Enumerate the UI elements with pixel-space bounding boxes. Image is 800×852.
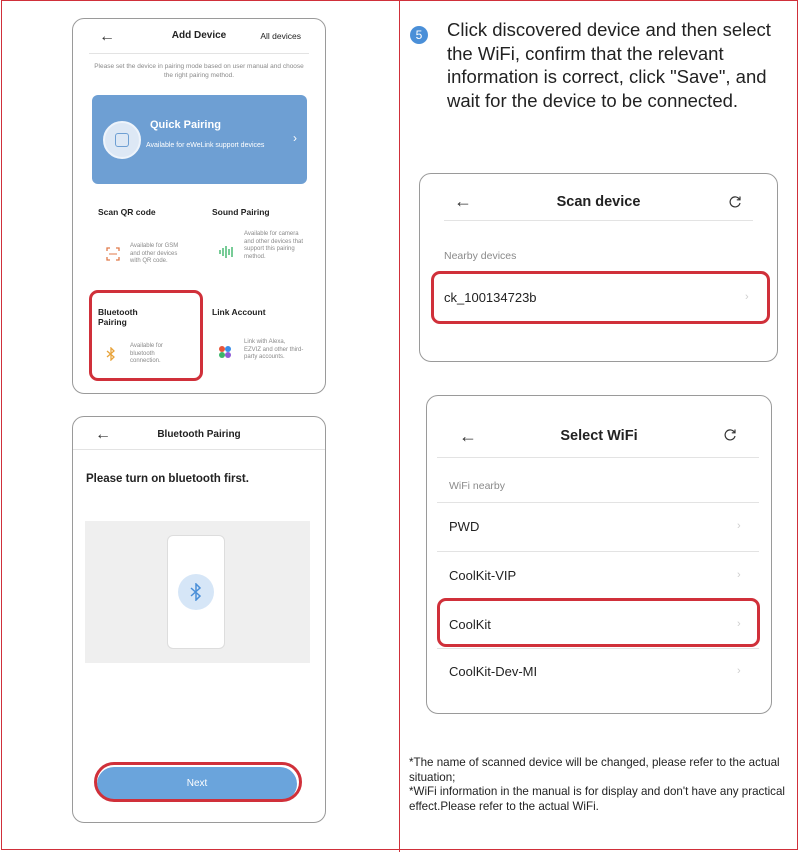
link-account-tile[interactable] xyxy=(206,297,310,387)
header-divider xyxy=(73,449,325,450)
column-divider xyxy=(399,0,400,852)
tile-title: Link Account xyxy=(212,307,266,317)
tile-title: Scan QR code xyxy=(98,207,156,217)
page-title: Select WiFi xyxy=(560,428,638,444)
bluetooth-message: Please turn on bluetooth first. xyxy=(86,473,249,485)
step-number-badge: 5 xyxy=(410,26,428,44)
chevron-right-icon: › xyxy=(745,291,749,303)
wifi-nearby-label: WiFi nearby xyxy=(449,480,506,492)
tile-desc: Available for camera and other devices that support this pairing method. xyxy=(244,231,304,260)
step-instruction: Click discovered device and then select the WiFi, confirm that the relevant information is correct, click "Save", and wait for the device to be connected. xyxy=(447,19,771,111)
header-divider xyxy=(437,457,759,458)
refresh-icon[interactable] xyxy=(723,428,737,442)
tile-desc: Available for bluetooth connection. xyxy=(130,343,163,364)
footnotes xyxy=(409,756,794,814)
tile-title: Bluetooth Pairing xyxy=(98,307,138,327)
scan-qr-tile[interactable] xyxy=(92,197,196,287)
quick-pairing-card[interactable] xyxy=(92,95,307,184)
page-title: Scan device xyxy=(556,194,641,210)
bluetooth-illustration xyxy=(85,521,310,663)
wifi-name: PWD xyxy=(449,519,480,534)
pairing-instruction: Please set the device in pairing mode based on user manual and choose the right pairing method. xyxy=(94,63,304,79)
header-divider xyxy=(89,53,309,54)
back-arrow-icon[interactable]: ← xyxy=(95,426,111,443)
quick-pairing-icon xyxy=(103,121,141,159)
chevron-right-icon: › xyxy=(293,131,297,145)
bluetooth-tile-highlight xyxy=(89,290,203,381)
link-account-icon xyxy=(218,345,232,359)
next-button-highlight xyxy=(94,762,302,802)
chevron-right-icon: › xyxy=(737,618,741,630)
next-button[interactable]: Next xyxy=(97,767,297,801)
sound-wave-icon xyxy=(218,245,236,259)
tile-title: Sound Pairing xyxy=(212,207,270,217)
chevron-right-icon: › xyxy=(737,569,741,581)
footnote: *WiFi information in the manual is for display and don't have any practical effect.Please refer to the actual WiFi. xyxy=(409,785,785,813)
footnote: *The name of scanned device will be changed, please refer to the actual situation; xyxy=(409,756,780,784)
bluetooth-circle xyxy=(178,574,214,610)
all-devices-link[interactable]: All devices xyxy=(260,31,301,41)
chevron-right-icon: › xyxy=(737,665,741,677)
page-title: Add Device xyxy=(171,30,227,41)
page-title: Bluetooth Pairing xyxy=(157,429,241,440)
device-name[interactable]: ck_100134723b xyxy=(444,290,537,305)
wifi-row[interactable] xyxy=(427,503,771,551)
wifi-row[interactable] xyxy=(427,552,771,600)
quick-pairing-title: Quick Pairing xyxy=(150,119,221,131)
tile-desc: Available for GSM and other devices with QR code. xyxy=(130,243,179,264)
phone-illustration xyxy=(167,535,225,649)
wifi-row-highlight xyxy=(437,598,760,647)
back-arrow-icon[interactable]: ← xyxy=(459,426,477,446)
wifi-row[interactable] xyxy=(427,649,771,697)
quick-pairing-subtitle: Available for eWeLink support devices xyxy=(146,142,265,149)
qr-scan-icon xyxy=(106,247,120,261)
select-wifi-screen xyxy=(426,395,772,714)
sound-pairing-tile[interactable] xyxy=(206,197,310,287)
wifi-name: CoolKit-VIP xyxy=(449,568,517,583)
device-row-highlight xyxy=(431,271,770,324)
wifi-name: CoolKit xyxy=(449,617,491,632)
scan-device-screen xyxy=(419,173,778,362)
bluetooth-icon xyxy=(189,583,203,601)
header-divider xyxy=(444,220,753,221)
tile-desc: Link with Alexa, EZVIZ and other third-party accounts. xyxy=(244,339,304,360)
wifi-name: CoolKit-Dev-MI xyxy=(449,664,538,679)
refresh-icon[interactable] xyxy=(728,195,742,209)
chevron-right-icon: › xyxy=(737,520,741,532)
nearby-devices-label: Nearby devices xyxy=(444,250,517,262)
back-arrow-icon[interactable]: ← xyxy=(454,191,472,211)
back-arrow-icon[interactable]: ← xyxy=(99,28,115,45)
